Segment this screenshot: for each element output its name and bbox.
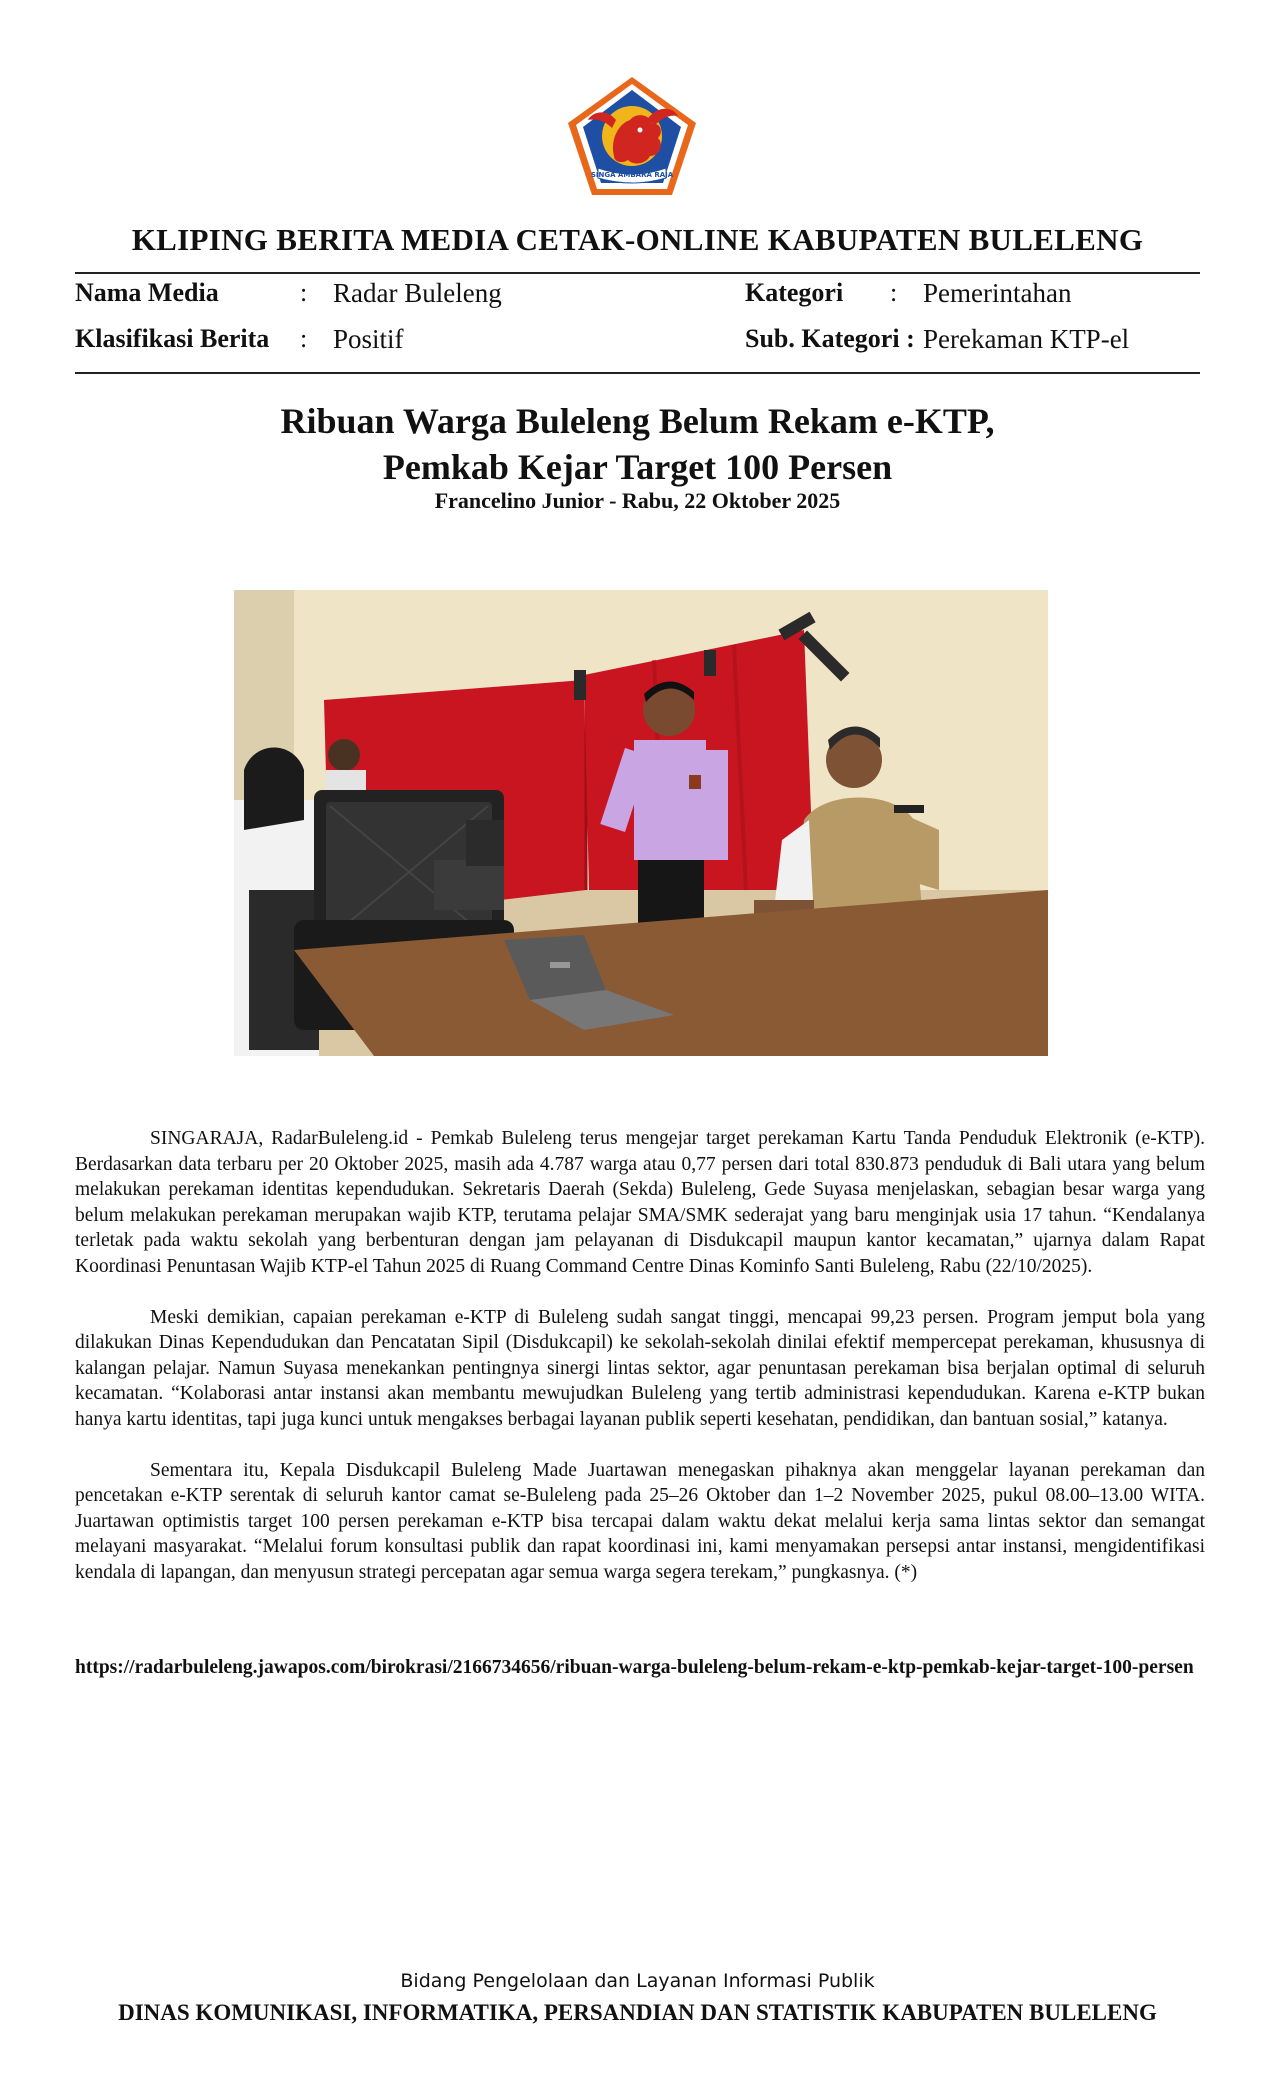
- sub-kategori-value: Perekaman KTP-el: [923, 324, 1130, 354]
- kategori-value: Pemerintahan: [923, 278, 1072, 308]
- clipping-header-title: KLIPING BERITA MEDIA CETAK-ONLINE KABUPATEN BULELENG: [131, 222, 1144, 257]
- article-paragraph-2: Meski demikian, capaian perekaman e-KTP di Buleleng sudah sangat tinggi, mencapai 99,23 persen. Program jemput bola yang dilakukan Dinas Kependudukan dan Pencatatan Sipil (Disdukcapil) ke sekolah-sekolah dinilai efektif mempercepat perekaman, khususnya di kalangan pelajar. Namun Suyasa menekankan pentingnya sinergi lintas sektor, agar penuntasan perekaman bisa berjalan optimal di seluruh kecamatan. “Kolaborasi antar instansi akan membantu mewujudkan Buleleng yang tertib administrasi kependudukan. Karena e-KTP bukan hanya kartu identitas, tapi juga kunci untuk mengakses berbagai layanan publik seperti kesehatan, pendidikan, dan bantuan sosial,” katanya.: [75, 1306, 1205, 1430]
- article-byline: Francelino Junior - Rabu, 22 Oktober 2025: [434, 488, 841, 513]
- article-body: [75, 1126, 1205, 1611]
- meta-row-media: [75, 278, 1200, 318]
- header-top-divider: [75, 272, 1200, 274]
- crest-emblem-icon: [564, 74, 700, 198]
- article-paragraph-1: SINGARAJA, RadarBuleleng.id - Pemkab Buleleng terus mengejar target perekaman Kartu Tanda Penduduk Elektronik (e-KTP). Berdasarkan data terbaru per 20 Oktober 2025, masih ada 4.787 warga atau 0,77 persen dari total 830.873 penduduk di Bali utara yang belum melakukan perekaman identitas kependudukan. Sekretaris Daerah (Sekda) Buleleng, Gede Suyasa menjelaskan, sebagian besar warga yang belum melakukan perekaman merupakan wajib KTP, terutama pelajar SMA/SMK sederajat yang baru menginjak usia 17 tahun. “Kendalanya terletak pada waktu sekolah yang berbenturan dengan jam pelayanan di Disdukcapil maupun kantor kecamatan,” ujarnya dalam Rapat Koordinasi Penuntasan Wajib KTP-el Tahun 2025 di Ruang Command Centre Dinas Kominfo Santi Buleleng, Rabu (22/10/2025).: [75, 1128, 1205, 1277]
- logo-motto: SINGA AMBARA RAJA: [590, 171, 674, 179]
- article-paragraph-3: Sementara itu, Kepala Disdukcapil Buleleng Made Juartawan menegaskan pihaknya akan menggelar layanan perekaman dan pencetakan e-KTP serentak di seluruh kantor camat se-Buleleng pada 25–26 Oktober dan 1–2 November 2025, pukul 08.00–13.00 WITA. Juartawan optimistis target 100 persen perekaman e-KTP bisa tercapai dalam waktu dekat melalui kerja sama lintas sektor dan semangat melayani masyarakat. “Melalui forum konsultasi publik dan rapat koordinasi ini, kami menyamakan persepsi antar instansi, mengidentifikasi kendala di lapangan, dan menyusun strategi percepatan agar semua warga segera terekam,” pungkasnya. (*): [75, 1459, 1205, 1583]
- klasifikasi-label: Klasifikasi Berita: [75, 324, 270, 353]
- kategori-colon: :: [890, 278, 898, 307]
- meta-row-klasifikasi: [75, 324, 1200, 364]
- nama-media-label: Nama Media: [75, 278, 219, 307]
- kategori-label: Kategori: [745, 278, 844, 307]
- article-title-line-2: Pemkab Kejar Target 100 Persen: [382, 447, 893, 487]
- ektp-recording-photo: [234, 590, 1048, 1056]
- buleleng-regency-logo: [564, 74, 700, 198]
- klasifikasi-value: Positif: [333, 324, 404, 354]
- article-title-line-1: Ribuan Warga Buleleng Belum Rekam e-KTP,: [280, 401, 995, 441]
- source-link[interactable]: https://radarbuleleng.jawapos.com/birokrasi/2166734656/ribuan-warga-buleleng-belum-rekam-e-ktp-pemkab-kejar-target-100-persen: [75, 1657, 1194, 1678]
- klasifikasi-colon: :: [300, 324, 308, 353]
- nama-media-colon: :: [300, 278, 308, 307]
- article-title: [0, 398, 1275, 490]
- footer-subtitle: Bidang Pengelolaan dan Layanan Informasi Publik: [400, 1970, 875, 1992]
- news-photo: [234, 590, 1048, 1056]
- nama-media-value: Radar Buleleng: [333, 278, 502, 308]
- footer-agency-title: DINAS KOMUNIKASI, INFORMATIKA, PERSANDIAN DAN STATISTIK KABUPATEN BULELENG: [118, 2000, 1157, 2025]
- header-bottom-divider: [75, 372, 1200, 374]
- sub-kategori-label: Sub. Kategori :: [745, 324, 915, 353]
